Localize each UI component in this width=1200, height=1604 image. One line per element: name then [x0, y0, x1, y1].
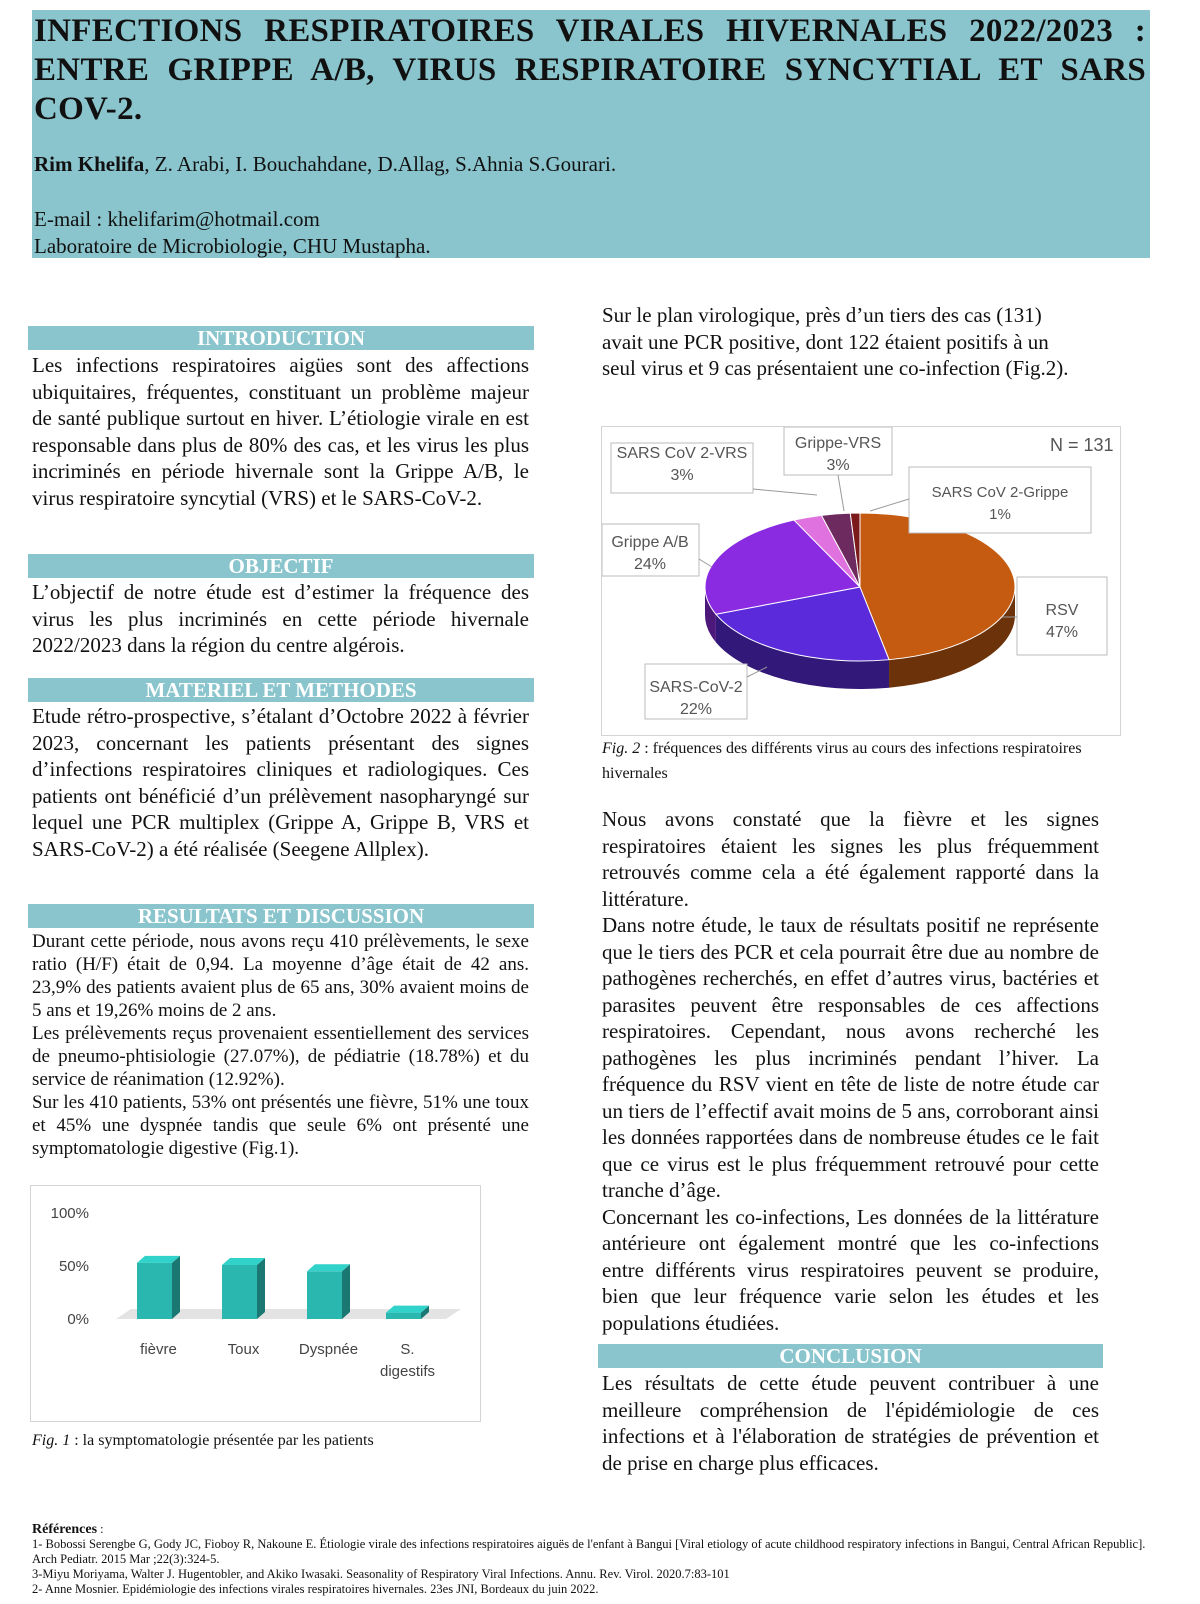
pie-value-label: 3% [826, 457, 850, 474]
affiliation-line: Laboratoire de Microbiologie, CHU Mustapha. [34, 234, 431, 258]
methodes-text: Etude rétro-prospective, s’étalant d’Octobre 2022 à février 2023, concernant les patients présentant des signes d’infections respiratoires cliniques et radiologiques. Ces patients ont bénéficié d’un prélèvement nasopharyngé sur lequel une PCR multiplex (Grippe A, Grippe B, VRS et SARS-CoV-2) a été réalisée (Seegene Allplex). [32, 704, 529, 861]
introduction-text: Les infections respiratoires aigües sont des affections ubiquitaires, fréquentes, constituant un problème majeur de santé publique surtout en hiver. L’étiologie virale en est responsable dans plus de 80% des cas, et les virus les plus incriminés en période hivernale sont la Grippe A/B, le virus respiratoire syncytial (VRS) et le SARS-CoV-2. [32, 353, 529, 510]
poster-title: INFECTIONS RESPIRATOIRES VIRALES HIVERNALES 2022/2023 : ENTRE GRIPPE A/B, VIRUS RESPIRATOIRE SYNCYTIAL ET SARS COV-2. [34, 13, 1146, 127]
references-heading-suffix: : [97, 1522, 104, 1536]
bar-front [137, 1263, 172, 1319]
introduction-heading: INTRODUCTION [28, 326, 534, 350]
discussion-p3: Concernant les co-infections, Les données de la littérature antérieure ont également montré que les co-infections entre différents virus respiratoires peuvent se produire, bien que leur fréquence varie selon les études et les populations étudiées. [602, 1204, 1099, 1335]
bar-front [307, 1271, 342, 1319]
methodes-heading: MATERIEL ET METHODES [28, 678, 534, 702]
bar-front [222, 1265, 257, 1319]
pie-label: SARS-CoV-2 [649, 679, 743, 696]
resultats-p3: Sur les 410 patients, 53% ont présentés une fièvre, 51% une toux et 45% une dyspnée tandis que seule 6% ont présenté une symptomatologie digestive (Fig.1). [32, 1092, 529, 1159]
y-tick-label: 50% [58, 1258, 89, 1275]
fig2-label: Fig. 2 [602, 740, 641, 757]
references-heading: Références [32, 1522, 98, 1537]
virus-pie-chart [602, 427, 1120, 735]
symptom-bar-chart [31, 1186, 480, 1421]
author-list [34, 152, 616, 177]
email-line: E-mail : khelifarim@hotmail.com [34, 207, 320, 231]
y-tick-label: 0% [67, 1311, 89, 1328]
x-tick-label: digestifs [379, 1363, 436, 1380]
pie-value-label: 3% [670, 467, 694, 484]
reference-item: 1- Bobossi Serengbe G, Gody JC, Fioboy R, Nakoune E. Étiologie virale des infections respiratoires aiguës de l'enfant à Bangui [Viral etiology of acute childhood respiratory infections in Bangui, Central African Republic]. Arch Pediatr. 2015 Mar ;22(3):324-5. [32, 1537, 1146, 1566]
pie-value-label: 47% [1045, 624, 1079, 641]
resultats-p2: Les prélèvements reçus provenaient essentiellement des services de pneumo-phtisiologie (27.07%), de pédiatrie (18.78%) et du service de réanimation (12.92%). [32, 1023, 529, 1090]
contact-block [34, 206, 431, 260]
bar-side [257, 1258, 265, 1319]
pie-leader-line [870, 499, 909, 511]
bar-side [172, 1256, 180, 1319]
x-tick-label: Toux [227, 1341, 260, 1358]
conclusion-text: Les résultats de cette étude peuvent contribuer à une meilleure compréhension de l'épidémiologie de ces infections et à l'élaboration de stratégies de prévention et de prise en charge plus efficaces. [602, 1371, 1099, 1475]
fig2-chart [601, 426, 1121, 736]
pie-label: Grippe-VRS [794, 435, 882, 452]
discussion-p2: Dans notre étude, le taux de résultats positif ne représente que le tiers des PCR et cela pourrait être due au nombre de pathogènes recherchés, en effet d’autres virus, bactéries et parasites peuvent être responsables de ces affections respiratoires. Cependant, nous avons recherché les pathogènes les plus incriminés pendant l’hiver. La fréquence du RSV vient en tête de liste de notre étude car un tiers de l’effectif avait moins de 5 ans, corroborant ainsi les données rapportées dans de nombreuse études ce le fait que ce virus est le plus fréquemment retrouvé pour cette tranche d’âge. [602, 913, 1099, 1202]
fig1-caption [32, 1428, 374, 1453]
pie-value-label: 22% [679, 701, 713, 718]
discussion-p1: Nous avons constaté que la fièvre et les signes respiratoires étaient les signes les plus fréquemment retrouvés comme cela a été également rapporté dans la littérature. [602, 807, 1099, 911]
resultats-heading: RESULTATS ET DISCUSSION [28, 904, 534, 928]
pie-leader-line [838, 475, 844, 511]
references [32, 1522, 1157, 1597]
fig1-text: : la symptomatologie présentée par les patients [70, 1432, 374, 1449]
bar-side [342, 1264, 350, 1319]
pie-leader-line [699, 559, 712, 567]
pie-label: RSV [1045, 602, 1079, 619]
bar-front [386, 1313, 421, 1319]
y-tick-label: 100% [50, 1205, 89, 1222]
reference-item: 3-Miyu Moriyama, Walter J. Hugentobler, and Akiko Iwasaki. Seasonality of Respiratory Viral Infections. Annu. Rev. Virol. 2020.7:83-101 [32, 1567, 730, 1581]
reference-item: 2- Anne Mosnier. Epidémiologie des infections virales respiratoires hivernales. 23es JNI, Bordeaux du juin 2022. [32, 1582, 599, 1596]
x-tick-label: Dyspnée [298, 1341, 359, 1358]
pie-leader-line [753, 489, 817, 495]
resultats-p1: Durant cette période, nous avons reçu 410 prélèvements, le sexe ratio (H/F) était de 0,94. La moyenne d’âge était de 42 ans. 23,9% des patients avaient plus de 65 ans, 30% avaient moins de 5 ans et 19,26% moins de 2 ans. [32, 931, 529, 1021]
fig2-caption [602, 736, 1082, 786]
fig1-label: Fig. 1 [32, 1432, 71, 1449]
pie-label: SARS CoV 2-VRS [616, 445, 748, 462]
pie-value-label: 1% [989, 506, 1011, 523]
pie-label: SARS CoV 2-Grippe [931, 484, 1069, 501]
x-tick-label: fièvre [140, 1341, 177, 1358]
resultats-text [32, 930, 529, 1160]
fig1-chart [30, 1185, 481, 1422]
objectif-heading: OBJECTIF [28, 554, 534, 578]
pie-value-label: 24% [633, 556, 667, 573]
coauthors: , Z. Arabi, I. Bouchahdane, D.Allag, S.Ahnia S.Gourari. [144, 152, 617, 176]
fig2-text: : fréquences des différents virus au cours des infections respiratoires hivernales [602, 740, 1082, 782]
discussion-text [602, 806, 1099, 1336]
pie-label: Grippe A/B [611, 534, 689, 551]
virology-text: Sur le plan virologique, près d’un tiers des cas (131) avait une PCR positive, dont 122 étaient positifs à un seul virus et 9 cas présentaient une co-infection (Fig.2). [602, 303, 1069, 380]
lead-author: Rim Khelifa [34, 152, 145, 176]
conclusion-heading: CONCLUSION [598, 1344, 1103, 1368]
objectif-text: L’objectif de notre étude est d’estimer la fréquence des virus les plus incriminés en cette période hivernale 2022/2023 dans la région du centre algérois. [32, 580, 529, 657]
pie-annotation: N = 131 [1050, 435, 1114, 455]
poster-header [32, 10, 1150, 258]
x-tick-label: S. [400, 1341, 415, 1358]
